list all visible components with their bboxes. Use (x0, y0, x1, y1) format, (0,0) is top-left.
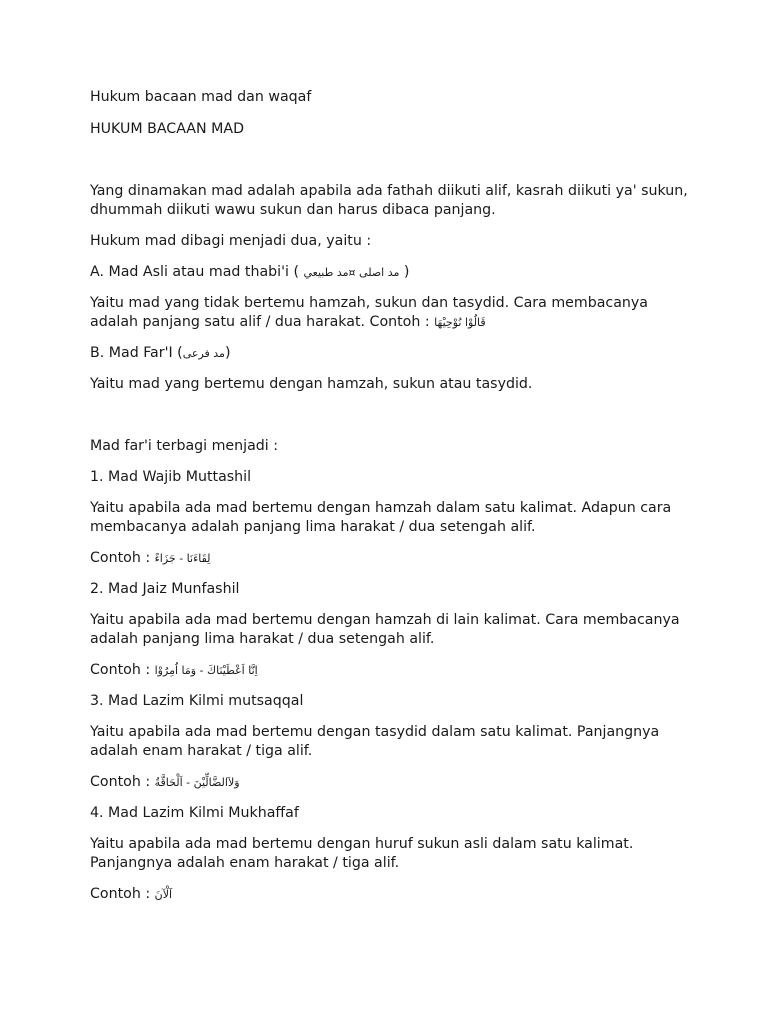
item-2-desc-1: Yaitu apabila ada mad bertemu dengan hamzah di lain kalimat. Cara membacanya (90, 612, 680, 628)
item-3-contoh-label: Contoh : (90, 774, 151, 790)
mad-asli-desc-2-line (90, 313, 486, 332)
item-3-title: 3. Mad Lazim Kilmi mutsaqqal (90, 693, 304, 709)
mad-fari-arabic: مد فرعى (182, 347, 225, 360)
mad-fari-heading (90, 344, 231, 363)
item-4-desc-1: Yaitu apabila ada mad bertemu dengan huruf sukun asli dalam satu kalimat. (90, 836, 634, 852)
item-2-title: 2. Mad Jaiz Munfashil (90, 581, 240, 597)
item-3-desc-2: adalah enam harakat / tiga alif. (90, 743, 313, 759)
mad-fari-label: B. Mad Far'I ( (90, 345, 183, 361)
division-text: Hukum mad dibagi menjadi dua, yaitu : (90, 233, 372, 249)
item-2-contoh-label: Contoh : (90, 662, 151, 678)
item-1-example-line (90, 549, 211, 568)
intro-line-1: Yang dinamakan mad adalah apabila ada fathah diikuti alif, kasrah diikuti ya' sukun, (90, 183, 688, 199)
mad-asli-heading (90, 263, 409, 282)
item-1-desc-1: Yaitu apabila ada mad bertemu dengan hamzah dalam satu kalimat. Adapun cara (90, 500, 672, 516)
item-1-example: لِقَاءَنَا - جَزَاءً (154, 552, 211, 565)
item-3-desc-1: Yaitu apabila ada mad bertemu dengan tasydid dalam satu kalimat. Panjangnya (90, 724, 660, 740)
mad-fari-close: ) (224, 345, 231, 361)
item-1-desc-2: membacanya adalah panjang lima harakat / dua setengah alif. (90, 519, 536, 535)
item-4-contoh-label: Contoh : (90, 886, 151, 902)
item-4-example: آلْآنَ (154, 888, 173, 901)
mad-asli-arabic: مد اصلى ¤مد طبيعي (303, 266, 400, 279)
mad-asli-close: ) (403, 264, 410, 280)
mad-asli-desc-2: adalah panjang satu alif / dua harakat. Contoh : (90, 314, 430, 330)
item-3-example: وَلاَالضَّالِّيْنَ - اَلْحَاقَّةُ (154, 776, 240, 789)
item-2-example: اِنَّا اَعْطَيْنَاكَ - وَمَا اُمِرُوْا (154, 664, 258, 677)
item-2-desc-2: adalah panjang lima harakat / dua setengah alif. (90, 631, 435, 647)
item-4-title: 4. Mad Lazim Kilmi Mukhaffaf (90, 805, 299, 821)
mad-asli-label: A. Mad Asli atau mad thabi'i ( (90, 264, 299, 280)
item-4-desc-2: Panjangnya adalah enam harakat / tiga alif. (90, 855, 400, 871)
mad-asli-example: قَالُوْا نُوْحِيْهَا (434, 316, 486, 329)
item-1-contoh-label: Contoh : (90, 550, 151, 566)
intro-line-2: dhummah diikuti wawu sukun dan harus dibaca panjang. (90, 202, 496, 218)
item-3-example-line (90, 773, 240, 792)
mad-asli-desc-1: Yaitu mad yang tidak bertemu hamzah, sukun dan tasydid. Cara membacanya (90, 295, 648, 311)
item-1-title: 1. Mad Wajib Muttashil (90, 469, 252, 485)
document-title: Hukum bacaan mad dan waqaf (90, 89, 312, 105)
item-2-example-line (90, 661, 258, 680)
mad-fari-desc: Yaitu mad yang bertemu dengan hamzah, sukun atau tasydid. (90, 376, 533, 392)
fari-intro: Mad far'i terbagi menjadi : (90, 438, 279, 454)
item-4-example-line (90, 885, 172, 904)
section-heading: HUKUM BACAAN MAD (90, 121, 245, 137)
